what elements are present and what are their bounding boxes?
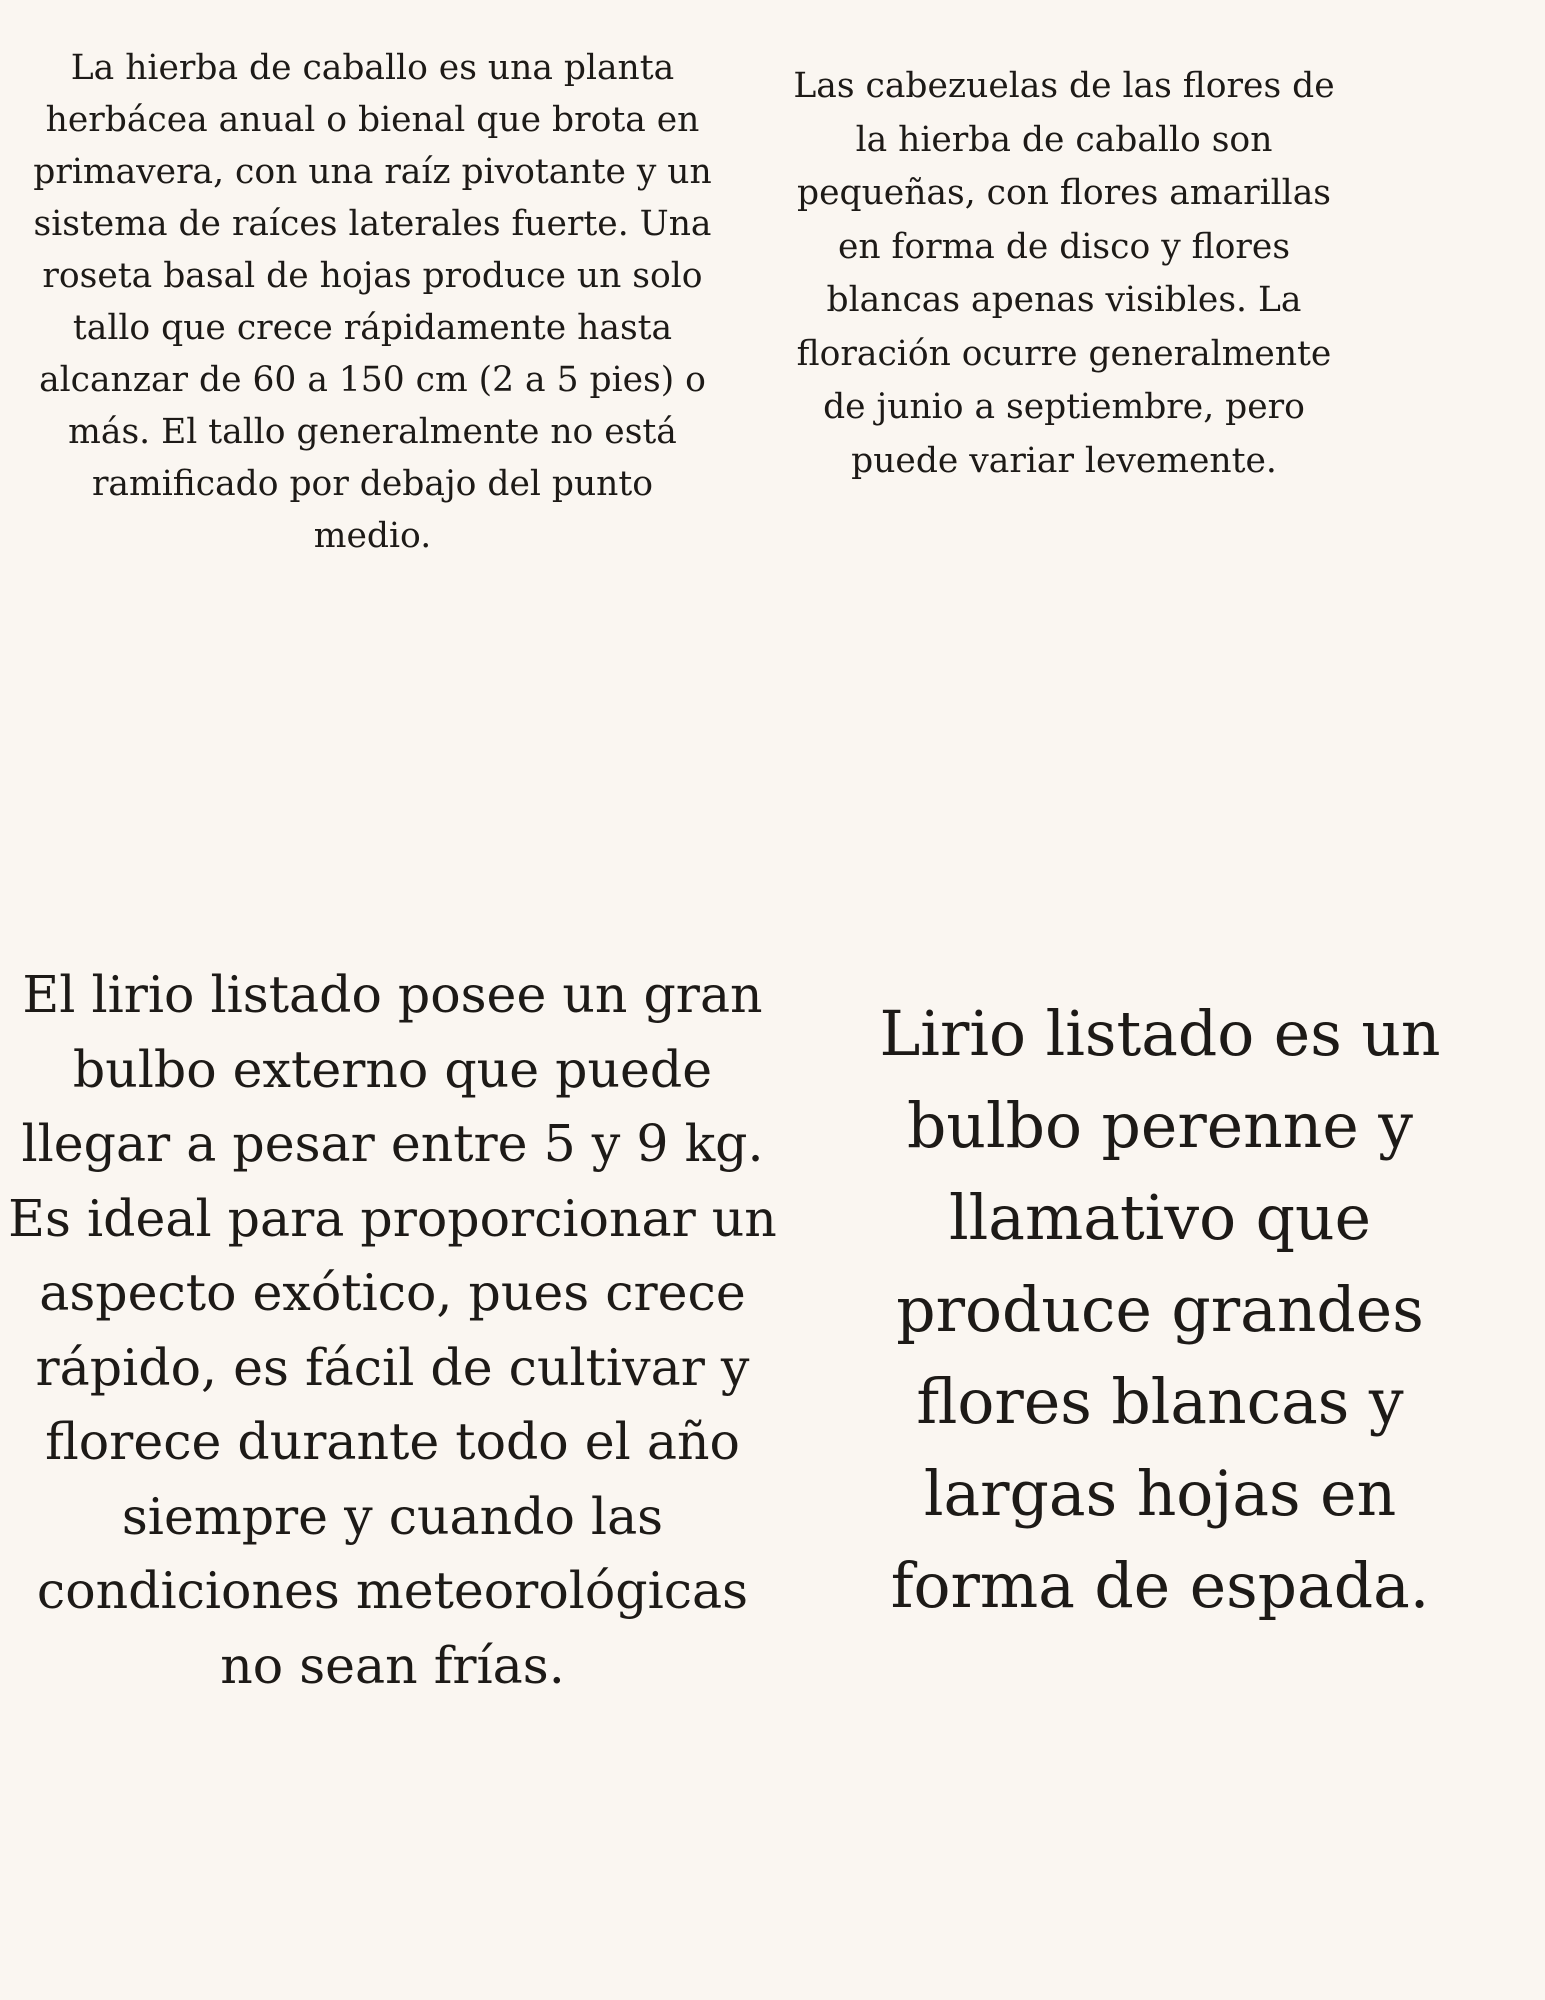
striped-lily-bulb-paragraph: El lirio listado posee un gran bulbo externo que puede llegar a pesar entre 5 y 9 kg. Es ideal para proporcionar un aspecto exótico, pues crece rápido, es fácil de cultivar y florece durante todo el año siempre y cuando las condiciones meteorológicas no sean frías. [8,965,777,1695]
horseweed-description-paragraph: La hierba de caballo es una planta herbácea anual o bienal que brota en primavera, con una raíz pivotante y un sistema de raíces laterales fuerte. Una roseta basal de hojas produce un solo tallo que crece rápidamente hasta alcanzar de 60 a 150 cm (2 a 5 pies) o más. El tallo generalmente no está ramificado por debajo del punto medio. [33,48,712,556]
striped-lily-summary-paragraph: Lirio listado es un bulbo perenne y llamativo que produce grandes flores blancas y largas hojas en forma de espada. [879,998,1441,1622]
horseweed-flowers-paragraph: Las cabezuelas de las flores de la hierba de caballo son pequeñas, con flores amarillas en forma de disco y flores blancas apenas visibles. La floración ocurre generalmente de junio a septiembre, pero puede variar levemente. [793,66,1335,481]
